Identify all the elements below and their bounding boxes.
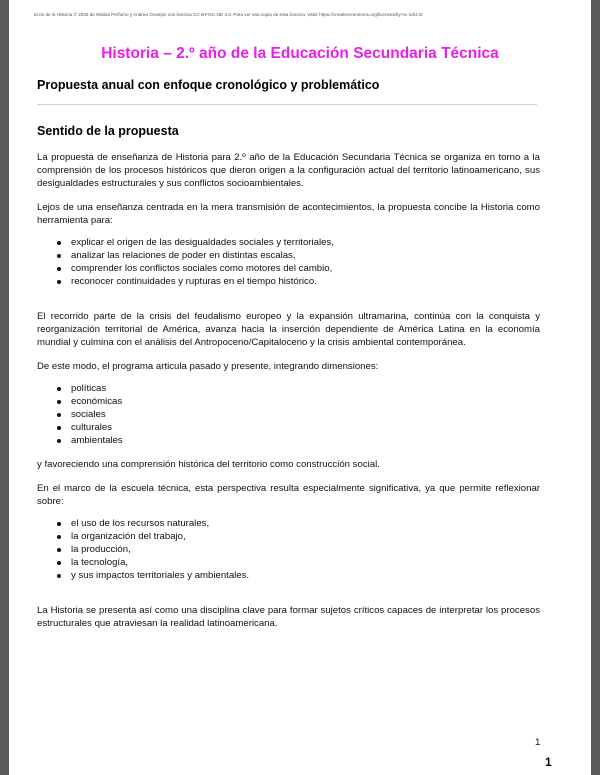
page-number-viewer: 1 (545, 755, 552, 769)
paragraph-territory: y favoreciendo una comprensión histórica del territorio como construcción social. (37, 459, 380, 470)
list-item: reconocer continuidades y rupturas en el tiempo histórico. (37, 275, 540, 288)
page-number: 1 (535, 737, 541, 748)
paragraph-conclusion: La Historia se presenta así como una disciplina clave para formar sujetos críticos capaces de interpretar los procesos estructurales que atraviesan la realidad latinoamericana. (37, 605, 540, 629)
list-item: sociales (37, 408, 540, 421)
list-item: analizar las relaciones de poder en distintas escalas, (37, 249, 540, 262)
paragraph-technical-school: En el marco de la escuela técnica, esta perspectiva resulta especialmente significativa, ya que permite reflexionar sobre: (37, 483, 540, 507)
list-item: comprender los conflictos sociales como motores del cambio, (37, 262, 540, 275)
body-text (37, 151, 540, 630)
list-item: la organización del trabajo, (37, 530, 540, 543)
document-title: Historia – 2.º año de la Educación Secundaria Técnica (101, 45, 499, 62)
list-item: económicas (37, 395, 540, 408)
list-item: explicar el origen de las desigualdades sociales y territoriales, (37, 236, 540, 249)
list-purposes (37, 236, 540, 288)
paragraph-dimensions: De este modo, el programa articula pasado y presente, integrando dimensiones: (37, 361, 379, 372)
license-notice: Ecos de la Historia © 2026 de Matías Perfumo y Andrea Ocampo con licencia CC BY-NC-ND 4.0. Para ver una copia de esta licencia, visite https://creativecommons.org/licenses/by-nc-nd/4.0/ (34, 12, 423, 17)
paragraph-purpose: Lejos de una enseñanza centrada en la mera transmisión de acontecimientos, la propuesta concibe la Historia como herramienta para: (37, 202, 540, 226)
section-heading: Sentido de la propuesta (37, 124, 179, 138)
list-item: el uso de los recursos naturales, (37, 517, 540, 530)
paragraph-route: El recorrido parte de la crisis del feudalismo europeo y la expansión ultramarina, continúa con la conquista y reorganización territorial de América, avanza hacia la inserción dependiente de América Latina en la economía mundial y culmina con el análisis del Antropoceno/Capitaloceno y la crisis ambiental contemporánea. (37, 311, 540, 348)
list-reflection (37, 517, 540, 582)
list-item: ambientales (37, 434, 540, 447)
horizontal-divider (37, 104, 537, 105)
list-item: la tecnología, (37, 556, 540, 569)
list-item: la producción, (37, 543, 540, 556)
list-item: y sus impactos territoriales y ambientales. (37, 569, 540, 582)
document-page (9, 0, 591, 775)
list-dimensions (37, 382, 540, 447)
paragraph-intro: La propuesta de enseñanza de Historia para 2.º año de la Educación Secundaria Técnica se organiza en torno a la comprensión de los procesos históricos que dieron origen a la configuración actual del territorio latinoamericano, sus desigualdades estructurales y sus conflictos socioambientales. (37, 152, 540, 189)
list-item: culturales (37, 421, 540, 434)
document-subtitle: Propuesta anual con enfoque cronológico y problemático (37, 78, 380, 92)
list-item: políticas (37, 382, 540, 395)
